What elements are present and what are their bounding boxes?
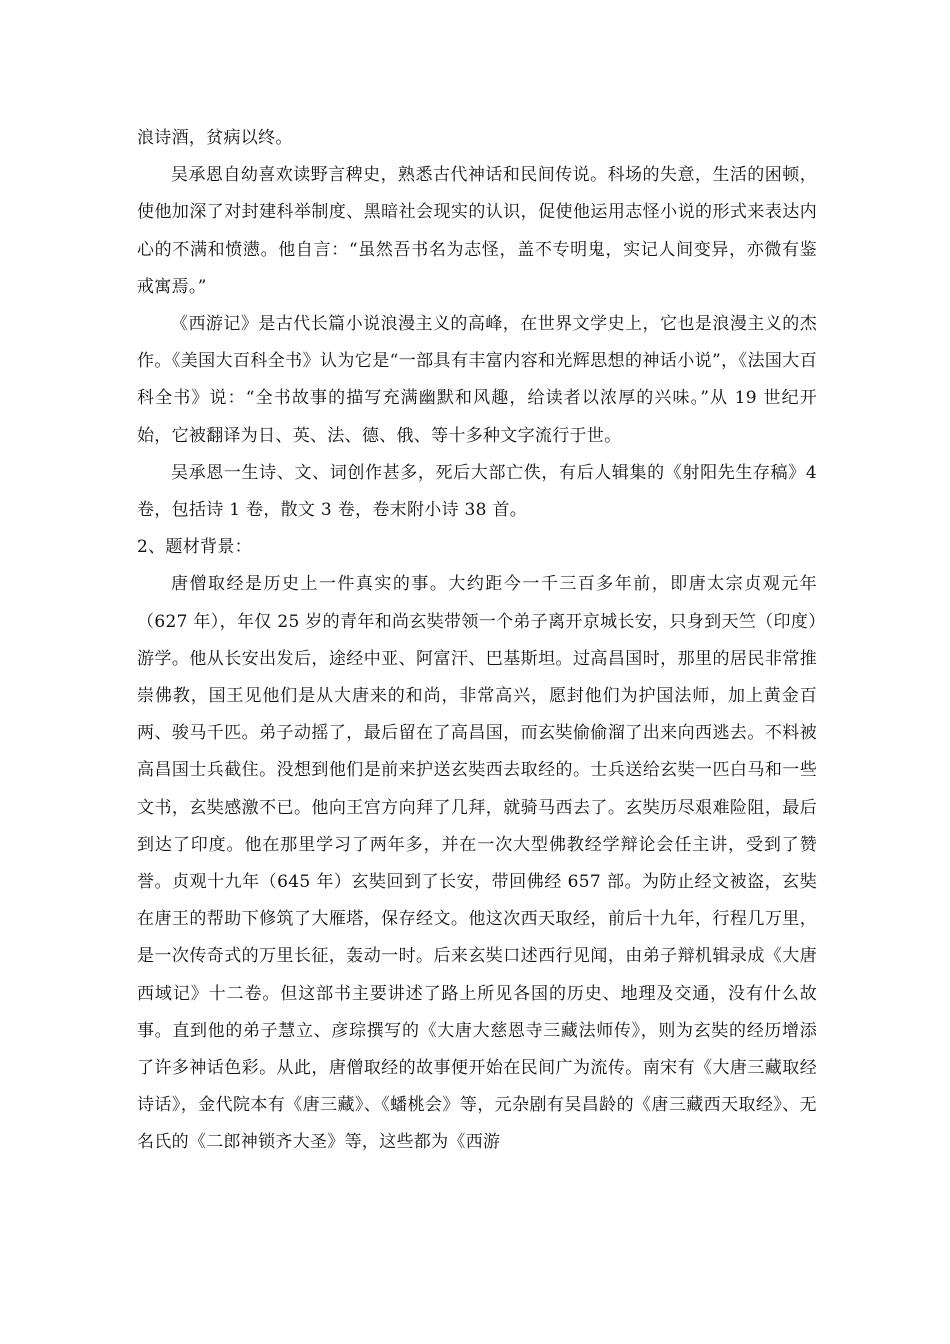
paragraph-journey-to-the-west-evaluation: 《西游记》是古代长篇小说浪漫主义的高峰，在世界文学史上，它也是浪漫主义的杰作。《美国大百科全书》认为它是“一部具有丰富内容和光辉思想的神话小说”，《法国大百科全书》说：“全书故事的描写充满幽默和风趣，给读者以浓厚的兴味。”从 19 世纪开始，它被翻译为日、英、法、德、俄、等十多种文字流行于世。	[137, 314, 817, 446]
section-heading-subject-background: 2、题材背景：	[137, 537, 252, 558]
document-body	[137, 120, 817, 1162]
paragraph-author-works: 吴承恩一生诗、文、词创作甚多，死后大部亡佚，有后人辑集的《射阳先生存稿》4 卷，包括诗 1 卷，散文 3 卷，卷末附小诗 38 首。	[137, 462, 817, 521]
paragraph-xuanzang-history: 唐僧取经是历史上一件真实的事。大约距今一千三百多年前，即唐太宗贞观元年（627 年），年仅 25 岁的青年和尚玄奘带领一个弟子离开京城长安，只身到天竺（印度）游学。他从长安出发后，途经中亚、阿富汗、巴基斯坦。过高昌国时，那里的居民非常推崇佛教，国王见他们是从大唐来的和尚，非常高兴，愿封他们为护国法师，加上黄金百两、骏马千匹。弟子动摇了，最后留在了高昌国，而玄奘偷偷溜了出来向西逃去。不料被高昌国士兵截住。没想到他们是前来护送玄奘西去取经的。士兵送给玄奘一匹白马和一些文书，玄奘感激不已。他向王宫方向拜了几拜，就骑马西去了。玄奘历尽艰难险阻，最后到达了印度。他在那里学习了两年多，并在一次大型佛教经学辩论会任主讲，受到了赞誉。贞观十九年（645 年）玄奘回到了长安，带回佛经 657 部。为防止经文被盗，玄奘在唐王的帮助下修筑了大雁塔，保存经文。他这次西天取经，前后十九年，行程几万里，是一次传奇式的万里长征，轰动一时。后来玄奘口述西行见闻，由弟子辩机辑录成《大唐西域记》十二卷。但这部书主要讲述了路上所见各国的历史、地理及交通，没有什么故事。直到他的弟子慧立、彦琮撰写的《大唐大慈恩寺三藏法师传》，则为玄奘的经历增添了许多神话色彩。从此，唐僧取经的故事便开始在民间广为流传。南宋有《大唐三藏取经诗话》，金代院本有《唐三藏》、《蟠桃会》等，元杂剧有吴昌龄的《唐三藏西天取经》、无名氏的《二郎神锁齐大圣》等，这些都为《西游	[137, 574, 817, 1153]
paragraph-continuation: 浪诗酒，贫病以终。	[137, 128, 293, 148]
paragraph-author-background: 吴承恩自幼喜欢读野言稗史，熟悉古代神话和民间传说。科场的失意，生活的困顿，使他加深了对封建科举制度、黑暗社会现实的认识，促使他运用志怪小说的形式来表达内心的不满和愤懑。他自言：“虽然吾书名为志怪，盖不专明鬼，实记人间变异，亦微有鉴戒寓焉。”	[137, 165, 817, 297]
